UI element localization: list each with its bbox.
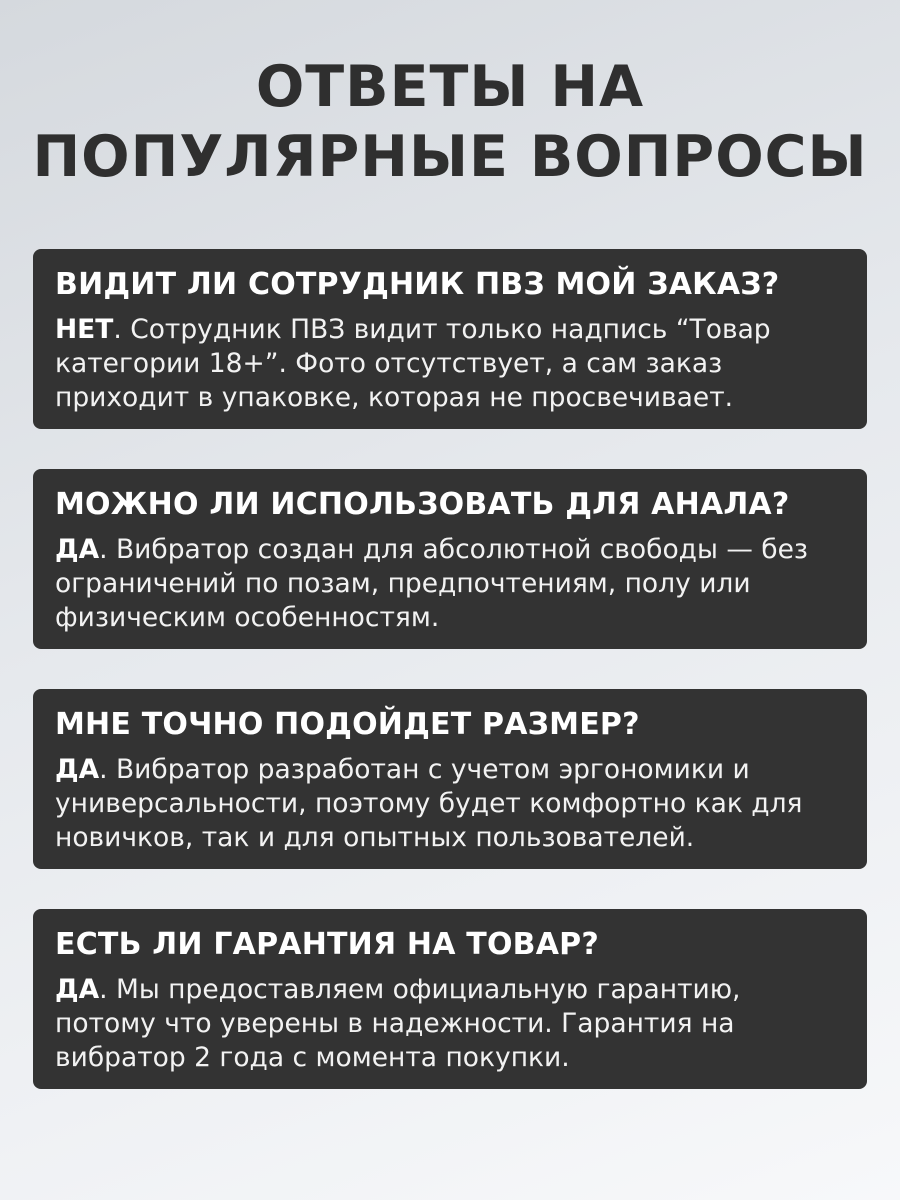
faq-verdict: ДА <box>55 754 100 785</box>
faq-question: МНЕ ТОЧНО ПОДОЙДЕТ РАЗМЕР? <box>55 707 640 742</box>
faq-verdict: НЕТ <box>55 314 114 345</box>
faq-card-size <box>33 689 867 869</box>
faq-answer <box>55 753 847 855</box>
faq-answer-text: . Вибратор разработан с учетом эргономики и универсальности, поэтому будет комфортно как для новичков, так и для опытных пользователей. <box>55 754 803 853</box>
faq-verdict: ДА <box>55 534 100 565</box>
faq-answer-text: . Вибратор создан для абсолютной свободы — без ограничений по позам, предпочтениям, полу или физическим особенностям. <box>55 534 808 633</box>
faq-answer <box>55 973 847 1075</box>
faq-card-warranty <box>33 909 867 1089</box>
page-title <box>0 52 900 192</box>
page-title-line-2: ПОПУЛЯРНЫЕ ВОПРОСЫ <box>32 124 868 190</box>
faq-answer <box>55 533 847 635</box>
page-title-line-1: ОТВЕТЫ НА <box>255 54 645 120</box>
faq-card-pvz <box>33 249 867 429</box>
faq-question: ЕСТЬ ЛИ ГАРАНТИЯ НА ТОВАР? <box>55 927 599 962</box>
faq-answer-text: . Сотрудник ПВЗ видит только надпись “Товар категории 18+”. Фото отсутствует, а сам заказ приходит в упаковке, которая не просвечивает. <box>55 314 771 413</box>
faq-card-anal <box>33 469 867 649</box>
faq-question: ВИДИТ ЛИ СОТРУДНИК ПВЗ МОЙ ЗАКАЗ? <box>55 267 780 302</box>
faq-verdict: ДА <box>55 974 100 1005</box>
faq-question: МОЖНО ЛИ ИСПОЛЬЗОВАТЬ ДЛЯ АНАЛА? <box>55 487 790 522</box>
faq-answer-text: . Мы предоставляем официальную гарантию, потому что уверены в надежности. Гарантия на вибратор 2 года с момента покупки. <box>55 974 741 1073</box>
faq-answer <box>55 313 847 415</box>
